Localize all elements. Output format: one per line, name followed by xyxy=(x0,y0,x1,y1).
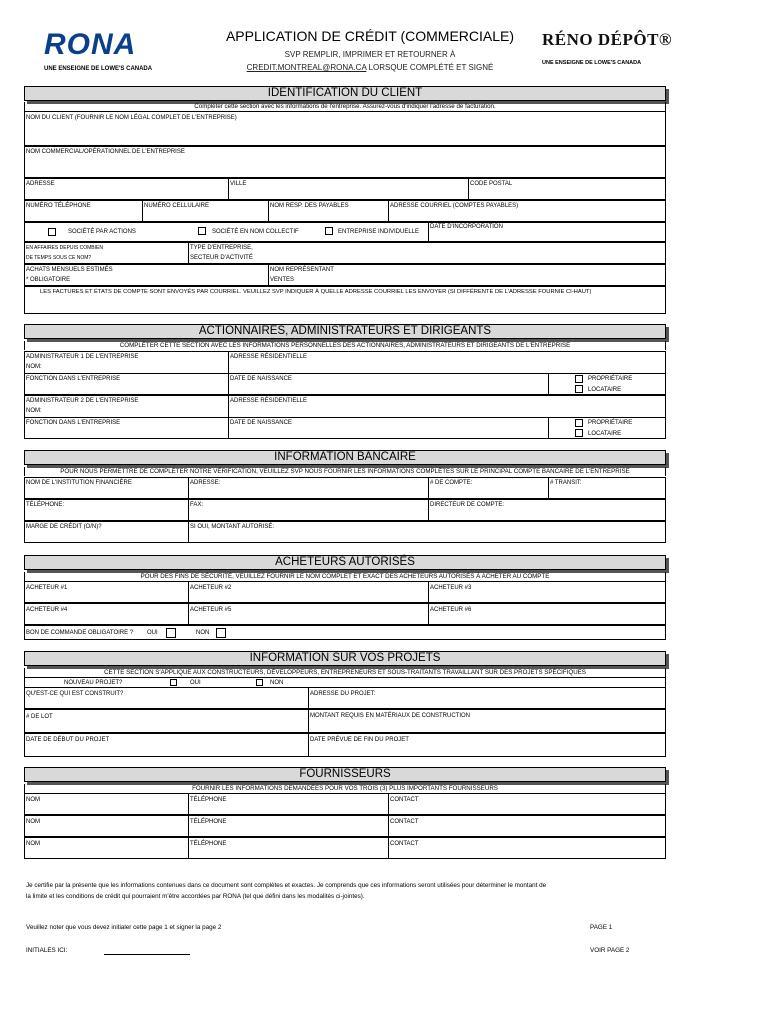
postal-code-label: CODE POSTAL xyxy=(470,181,513,187)
supplier-3-name-label: NOM xyxy=(26,841,40,847)
bank-address-label: ADRESSE: xyxy=(190,480,221,486)
po-no-label: NON xyxy=(196,630,210,636)
commercial-name-label: NOM COMMERCIAL/OPÉRATIONNEL DE L'ENTREPRISE xyxy=(26,149,185,155)
certification-text xyxy=(26,880,666,902)
section-title-buyers: ACHETEURS AUTORISÉS xyxy=(24,555,666,570)
see-page-2: VOIR PAGE 2 xyxy=(590,947,630,954)
bank-row-2 xyxy=(24,499,666,521)
business-type-label-1: TYPE D'ENTREPRISE, xyxy=(190,245,253,251)
incorporation-label: DATE D'INCORPORATION xyxy=(430,224,503,230)
project-end-label: DATE PRÉVUE DE FIN DU PROJET xyxy=(310,737,409,743)
rona-tagline: UNE ENSEIGNE DE LOWE'S CANADA xyxy=(44,66,153,72)
bank-phone-label: TÉLÉPHONE: xyxy=(26,502,65,508)
supplier-2-phone-label: TÉLÉPHONE xyxy=(190,819,227,825)
po-yes-checkbox[interactable] xyxy=(166,628,176,638)
form-instructions xyxy=(200,48,540,74)
years-label-1: EN AFFAIRES DEPUIS COMBIEN xyxy=(26,245,103,251)
admin1-address-label: ADRESSE RÉSIDENTIELLE xyxy=(230,354,308,360)
bank-row-3 xyxy=(24,521,666,543)
buyer-5-label: ACHETEUR #5 xyxy=(190,607,232,613)
years-label-2: DE TEMPS SOUS CE NOM? xyxy=(26,255,92,261)
city-label: VILLE xyxy=(230,181,247,187)
bank-director-label: DIRECTEUR DE COMPTE: xyxy=(430,502,505,508)
form-title: APPLICATION DE CRÉDIT (COMMERCIALE) xyxy=(225,28,515,44)
rona-logo xyxy=(44,30,154,72)
address-row xyxy=(24,178,666,200)
buyers-row-1 xyxy=(24,581,666,603)
rona-logo-text: RONA xyxy=(44,28,137,61)
reno-logo-text: RÉNO DÉPÔT® xyxy=(542,30,673,49)
supplier-1-name-label: NOM xyxy=(26,797,40,803)
admin2-owner-label: PROPRIÉTAIRE xyxy=(588,420,633,426)
project-start-label: DATE DE DÉBUT DU PROJET xyxy=(26,737,110,743)
projects-note: CETTE SECTION S'APPLIQUE AUX CONSTRUCTEURS, DÉVELOPPEURS, ENTREPRENEURS ET SOUS-TRAITANTS TRAVAILLANT SUR DES PROJETS SPÉCIFIQUES xyxy=(24,668,666,677)
project-materials-label: MONTANT REQUIS EN MATÉRIAUX DE CONSTRUCTION xyxy=(310,713,471,719)
admin2-name-label: NOM: xyxy=(26,408,42,414)
section-title-projects: INFORMATION SUR VOS PROJETS xyxy=(24,651,666,666)
po-no-checkbox[interactable] xyxy=(216,628,226,638)
certification-line-1: Je certifie par la présente que les informations contenues dans ce document sont complètes et exactes. Je comprends que ces informations seront utilisées pour déterminer le montant de xyxy=(26,882,547,889)
admin2-dob-label: DATE DE NAISSANCE xyxy=(230,420,292,426)
po-yes-label: OUI xyxy=(147,630,158,636)
supplier-row-1 xyxy=(24,793,666,815)
collective-label: SOCIÉTÉ EN NOM COLLECTIF xyxy=(212,229,299,235)
new-project-no-label: NON xyxy=(270,680,284,686)
corp-checkbox[interactable] xyxy=(48,228,56,236)
page-number: PAGE 1 xyxy=(590,924,613,931)
certification-line-2: la limite et les conditions de crédit qui pourraient m'être accordées par RONA (tel que défini dans les modalités ci-jointes). xyxy=(26,893,365,900)
instructions-line-1: SVP REMPLIR, IMPRIMER ET RETOURNER À xyxy=(284,50,456,59)
purchases-row xyxy=(24,264,666,286)
instructions-line-2: LORSQUE COMPLÉTÉ ET SIGNÉ xyxy=(366,63,494,72)
section-title-bank: INFORMATION BANCAIRE xyxy=(24,450,666,465)
admin2-tenant-label: LOCATAIRE xyxy=(588,431,622,437)
credit-email-link[interactable]: CREDIT.MONTREAL@RONA.CA xyxy=(246,63,367,72)
supplier-3-phone-label: TÉLÉPHONE xyxy=(190,841,227,847)
buyers-note: POUR DES FINS DE SÉCURITÉ, VEUILLEZ FOURNIR LE NOM COMPLET ET EXACT DES ACHETEURS AUTORISÉS À ACHETER AU COMPTE xyxy=(24,572,666,581)
suppliers-note: FOURNIR LES INFORMATIONS DEMANDÉES POUR VOS TROIS (3) PLUS IMPORTANTS FOURNISSEURS xyxy=(24,784,666,793)
bank-transit-label: # TRANSIT: xyxy=(550,480,582,486)
address-label: ADRESSE xyxy=(26,181,55,187)
buyer-4-label: ACHETEUR #4 xyxy=(26,607,68,613)
section-title-shareholders: ACTIONNAIRES, ADMINISTRATEURS ET DIRIGEANTS xyxy=(24,324,666,339)
sales-rep-label-2: VENTES xyxy=(270,277,295,283)
initials-line[interactable] xyxy=(104,954,190,955)
new-project-yes-checkbox[interactable] xyxy=(170,679,177,686)
payables-email-label: ADRESSE COURRIEL (COMPTES PAYABLES) xyxy=(390,203,519,209)
project-address-label: ADRESSE DU PROJET: xyxy=(310,691,376,697)
admin2-address-label: ADRESSE RÉSIDENTIELLE xyxy=(230,398,308,404)
individual-checkbox[interactable] xyxy=(325,227,333,235)
statements-label: LES FACTURES ET ÉTATS DE COMPTE SONT ENVOYÉS PAR COURRIEL. VEUILLEZ SVP INDIQUER À QUELLE ADRESSE COURRIEL LES ENVOYER (SI DIFFÉRENTE DE L'ADRESSE FOURNIE CI-HAUT) xyxy=(40,289,592,295)
section-title-suppliers: FOURNISSEURS xyxy=(24,767,666,782)
project-lot-label: # DE LOT xyxy=(26,714,53,720)
buyer-2-label: ACHETEUR #2 xyxy=(190,585,232,591)
shareholders-note: COMPLÉTER CETTE SECTION AVEC LES INFORMATIONS PERSONNELLES DES ACTIONNAIRES, ADMINISTRATEURS ET DIRIGEANTS DE L'ENTREPRISE xyxy=(24,341,666,350)
collective-checkbox[interactable] xyxy=(198,227,206,235)
corp-label: SOCIÉTÉ PAR ACTIONS xyxy=(68,229,136,235)
admin1-owner-label: PROPRIÉTAIRE xyxy=(588,376,633,382)
new-project-label: NOUVEAU PROJET? xyxy=(64,680,123,686)
buyers-row-2 xyxy=(24,603,666,625)
new-project-no-checkbox[interactable] xyxy=(256,679,263,686)
business-row xyxy=(24,242,666,264)
admin1-name-label: NOM: xyxy=(26,364,42,370)
po-label: BON DE COMMANDE OBLIGATOIRE ? xyxy=(26,630,134,636)
buyer-1-label: ACHETEUR #1 xyxy=(26,585,68,591)
admin2-label: ADMINISTRATEUR 2 DE L'ENTREPRISE xyxy=(26,398,139,404)
bank-amount-label: SI OUI, MONTANT AUTORISÉ: xyxy=(190,524,275,530)
admin1-label: ADMINISTRATEUR 1 DE L'ENTREPRISE xyxy=(26,354,139,360)
supplier-1-contact-label: CONTACT xyxy=(390,797,419,803)
client-name-label: NOM DU CLIENT (FOURNIR LE NOM LÉGAL COMPLET DE L'ENTREPRISE) xyxy=(26,115,237,121)
payables-resp-label: NOM RESP. DES PAYABLES xyxy=(270,203,349,209)
supplier-1-phone-label: TÉLÉPHONE xyxy=(190,797,227,803)
admin1-tenant-label: LOCATAIRE xyxy=(588,387,622,393)
supplier-row-2 xyxy=(24,815,666,837)
initial-note: Veuillez noter que vous devez initialer cette page 1 et signer la page 2 xyxy=(26,924,222,931)
bank-margin-label: MARGE DE CRÉDIT (O/N)? xyxy=(26,524,102,530)
bank-institution-label: NOM DE L'INSTITUTION FINANCIÈRE xyxy=(26,480,132,486)
cell-label: NUMÉRO CELLULAIRE xyxy=(144,203,210,209)
initials-label: INITIALES ICI: xyxy=(26,947,68,954)
admin1-dob-label: DATE DE NAISSANCE xyxy=(230,376,292,382)
bank-note: POUR NOUS PERMETTRE DE COMPLÉTER NOTRE VÉRIFICATION, VEUILLEZ SVP NOUS FOURNIR LES INFORMATIONS COMPLÈTES SUR LE PRINCIPAL COMPTE BANCAIRE DE L'ENTREPRISE xyxy=(24,467,666,476)
admin1-tenant-checkbox[interactable] xyxy=(575,385,583,393)
supplier-2-name-label: NOM xyxy=(26,819,40,825)
buyer-6-label: ACHETEUR #6 xyxy=(430,607,472,613)
identification-note: Compléter cette section avec les informations de l'entreprise. Assurez-vous d'indiquer l'adresse de facturation. xyxy=(24,102,666,111)
admin1-role-label: FONCTION DANS L'ENTREPRISE xyxy=(26,376,121,382)
sales-rep-label-1: NOM REPRÉSENTANT xyxy=(270,267,334,273)
reno-tagline: UNE ENSEIGNE DE LOWE'S CANADA xyxy=(542,60,642,66)
monthly-purchases-label: ACHATS MENSUELS ESTIMÉS xyxy=(26,267,113,273)
section-title-identification: IDENTIFICATION DU CLIENT xyxy=(24,86,666,101)
new-project-yes-label: OUI xyxy=(190,680,201,686)
project-what-label: QU'EST-CE QUI EST CONSTRUIT? xyxy=(26,691,124,697)
individual-label: ENTREPRISE INDIVIDUELLE xyxy=(338,229,420,235)
admin1-owner-checkbox[interactable] xyxy=(575,375,583,383)
buyer-3-label: ACHETEUR #3 xyxy=(430,585,472,591)
admin2-role-label: FONCTION DANS L'ENTREPRISE xyxy=(26,420,121,426)
reno-depot-logo xyxy=(542,30,672,66)
mandatory-label: * OBLIGATOIRE xyxy=(26,277,71,283)
phone-label: NUMÉRO TÉLÉPHONE xyxy=(26,203,91,209)
supplier-3-contact-label: CONTACT xyxy=(390,841,419,847)
business-type-label-2: SECTEUR D'ACTIVITÉ xyxy=(190,255,253,261)
bank-account-label: # DE COMPTE: xyxy=(430,480,473,486)
admin2-owner-checkbox[interactable] xyxy=(575,419,583,427)
supplier-row-3 xyxy=(24,837,666,859)
bank-fax-label: FAX: xyxy=(190,502,204,508)
supplier-2-contact-label: CONTACT xyxy=(390,819,419,825)
admin2-tenant-checkbox[interactable] xyxy=(575,429,583,437)
